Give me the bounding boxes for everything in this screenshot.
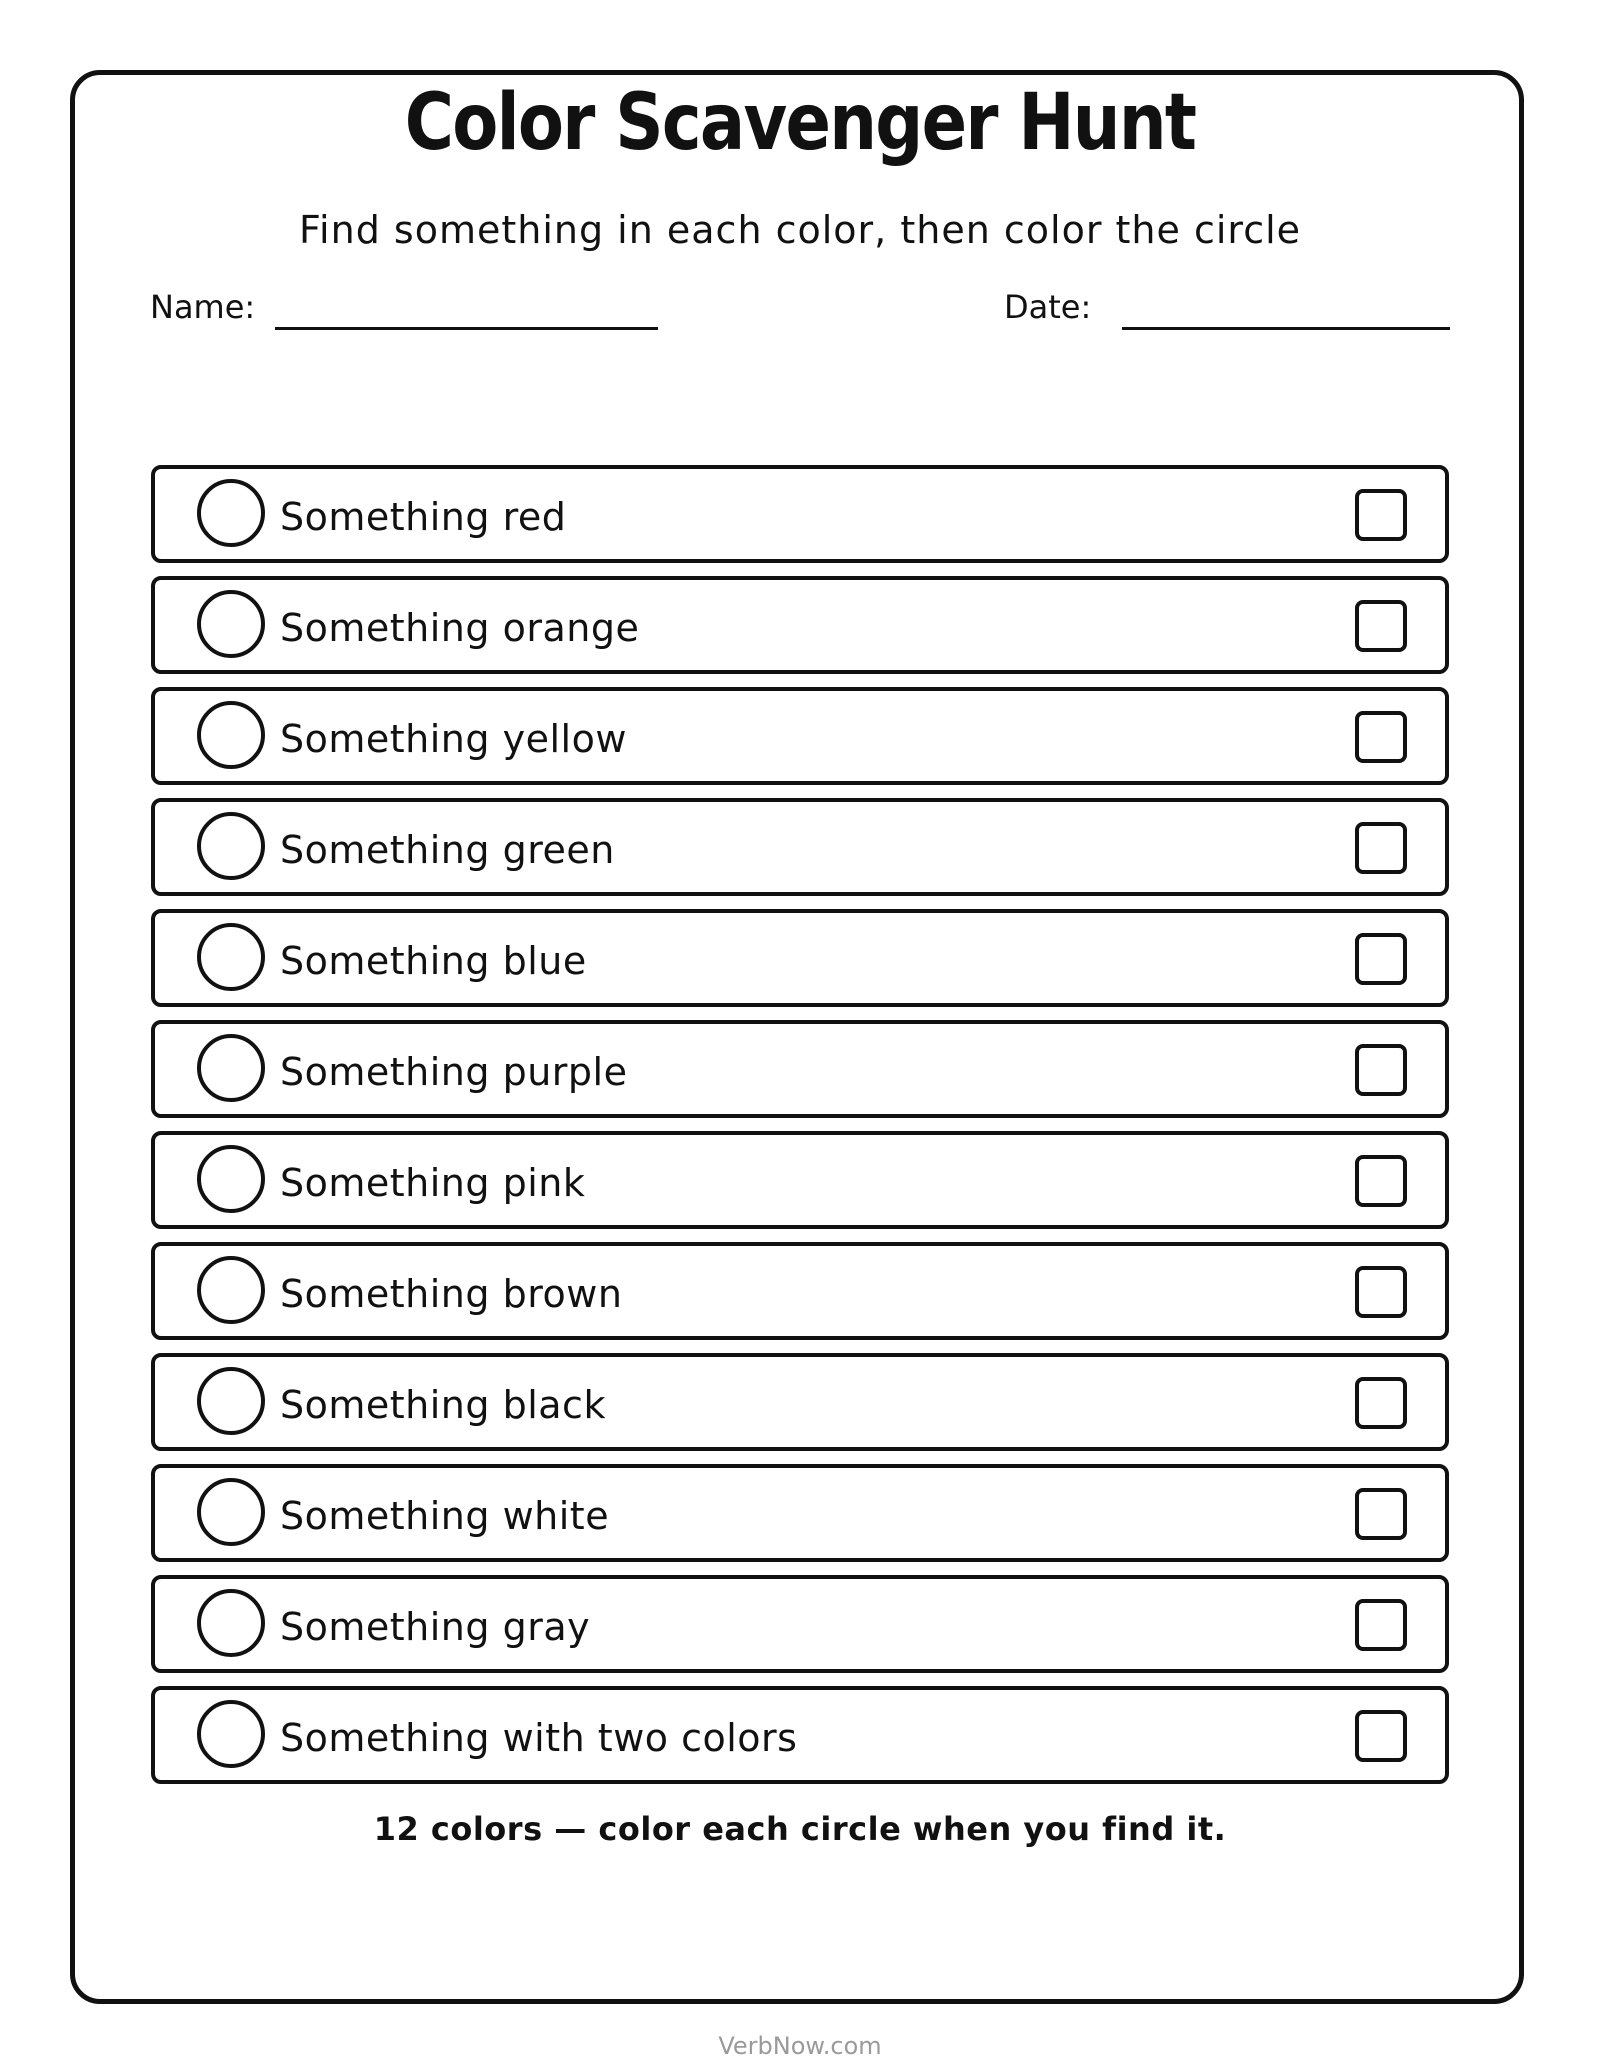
item-label: Something black (280, 1383, 606, 1427)
date-field[interactable] (1122, 327, 1450, 330)
watermark: VerbNow.com (718, 2032, 882, 2060)
list-item (151, 1242, 1449, 1340)
checkbox[interactable] (1355, 933, 1407, 985)
item-label: Something green (280, 828, 615, 872)
color-circle-icon[interactable] (197, 1589, 265, 1657)
checkbox[interactable] (1355, 1266, 1407, 1318)
item-label: Something blue (280, 939, 587, 983)
checkbox[interactable] (1355, 711, 1407, 763)
color-circle-icon[interactable] (197, 701, 265, 769)
page-title: Color Scavenger Hunt (404, 78, 1196, 168)
list-item (151, 1131, 1449, 1229)
item-label: Something gray (280, 1605, 591, 1649)
item-label: Something brown (280, 1272, 623, 1316)
list-item (151, 1020, 1449, 1118)
list-item (151, 1575, 1449, 1673)
checkbox[interactable] (1355, 1488, 1407, 1540)
item-label: Something purple (280, 1050, 628, 1094)
list-item (151, 576, 1449, 674)
checkbox[interactable] (1355, 600, 1407, 652)
footer-note: 12 colors — color each circle when you find it. (373, 1810, 1227, 1848)
color-circle-icon[interactable] (197, 812, 265, 880)
color-circle-icon[interactable] (197, 1034, 265, 1102)
color-circle-icon[interactable] (197, 1367, 265, 1435)
name-label: Name: (150, 288, 256, 326)
color-circle-icon[interactable] (197, 479, 265, 547)
color-circle-icon[interactable] (197, 1700, 265, 1768)
item-label: Something red (280, 495, 567, 539)
checkbox[interactable] (1355, 1599, 1407, 1651)
color-circle-icon[interactable] (197, 1478, 265, 1546)
checkbox[interactable] (1355, 1710, 1407, 1762)
item-label: Something yellow (280, 717, 627, 761)
color-circle-icon[interactable] (197, 1256, 265, 1324)
list-item (151, 687, 1449, 785)
item-label: Something with two colors (280, 1716, 798, 1760)
item-label: Something pink (280, 1161, 586, 1205)
color-circle-icon[interactable] (197, 923, 265, 991)
color-circle-icon[interactable] (197, 1145, 265, 1213)
checkbox[interactable] (1355, 822, 1407, 874)
list-item (151, 1686, 1449, 1784)
scavenger-list (151, 465, 1449, 1797)
list-item (151, 1464, 1449, 1562)
list-item (151, 465, 1449, 563)
color-circle-icon[interactable] (197, 590, 265, 658)
instructions: Find something in each color, then color the circle (298, 208, 1302, 252)
checkbox[interactable] (1355, 1155, 1407, 1207)
checkbox[interactable] (1355, 1377, 1407, 1429)
list-item (151, 1353, 1449, 1451)
list-item (151, 909, 1449, 1007)
item-label: Something white (280, 1494, 610, 1538)
list-item (151, 798, 1449, 896)
item-label: Something orange (280, 606, 640, 650)
checkbox[interactable] (1355, 1044, 1407, 1096)
checkbox[interactable] (1355, 489, 1407, 541)
name-field[interactable] (275, 327, 658, 330)
date-label: Date: (1004, 288, 1092, 326)
